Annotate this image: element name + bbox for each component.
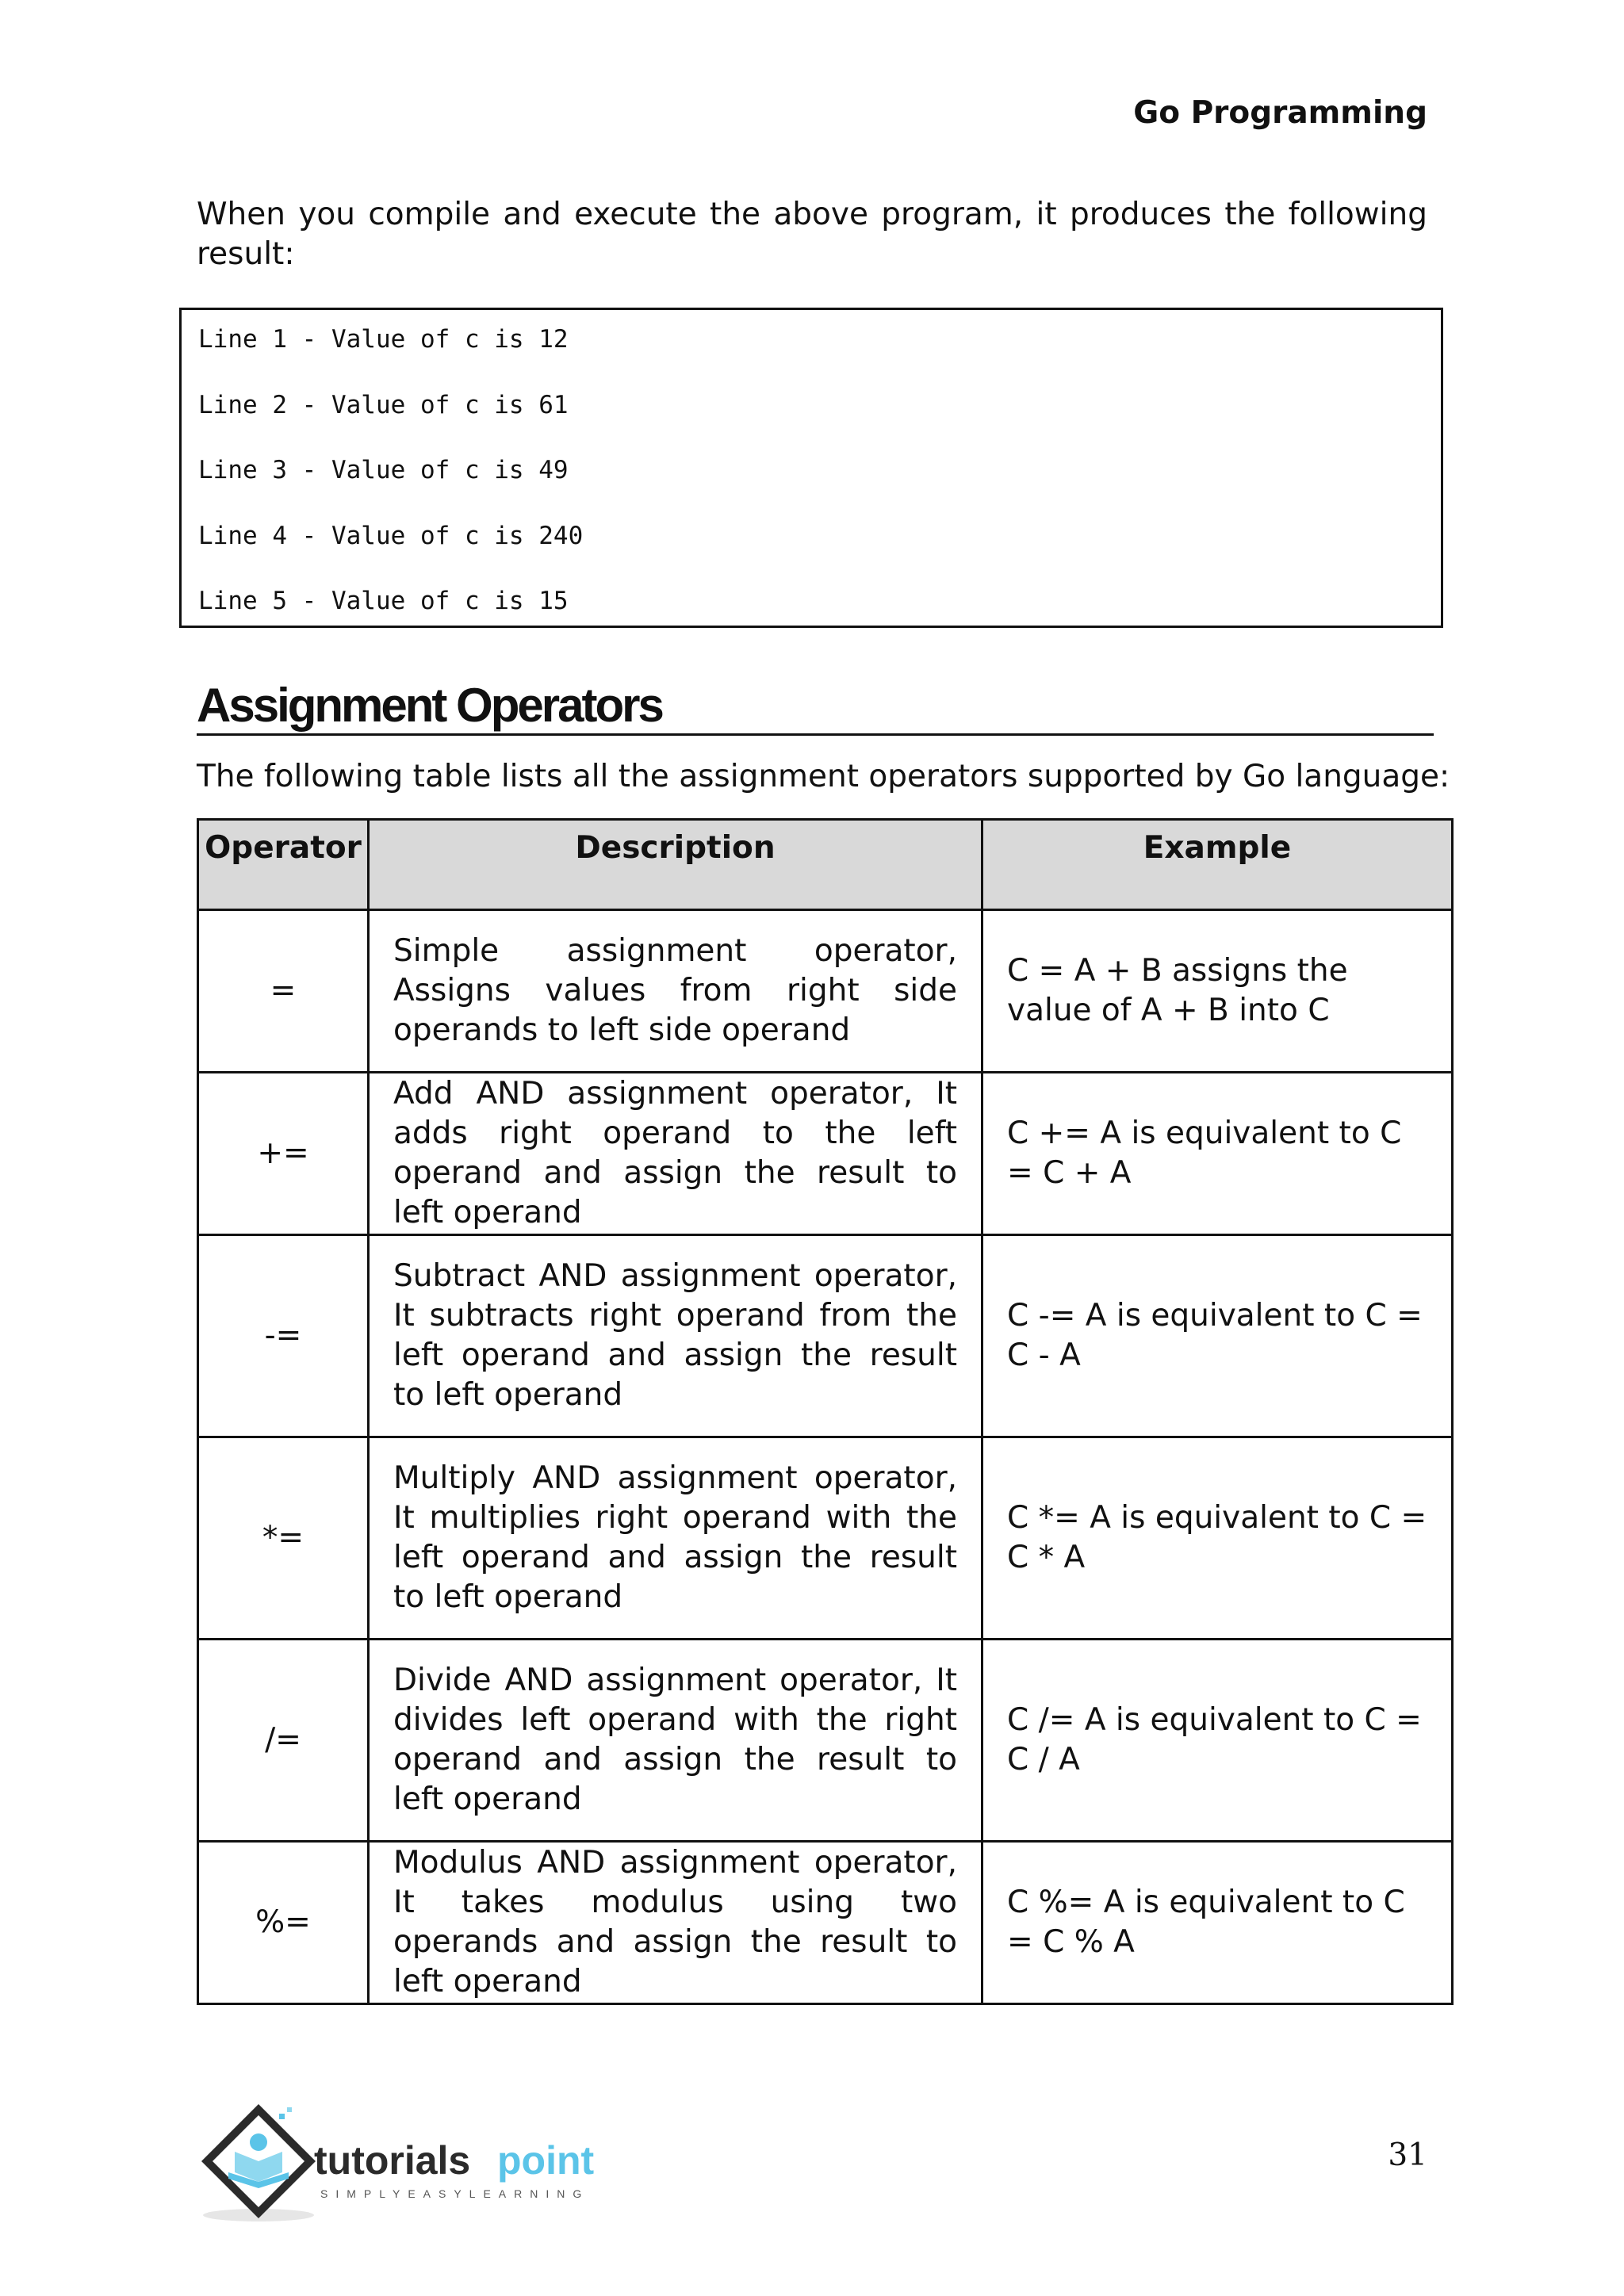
logo-text-point: point (497, 2138, 595, 2183)
description-cell: Multiply AND assignment operator, It multiplies right operand with the left operand and assign the result to left operand (369, 1437, 982, 1640)
description-cell: Modulus AND assignment operator, It takes modulus using two operands and assign the result to left operand (369, 1842, 982, 2004)
column-header-description: Description (369, 820, 982, 910)
description-cell: Divide AND assignment operator, It divides left operand with the right operand and assign the result to left operand (369, 1640, 982, 1842)
table-row (198, 1437, 1453, 1640)
logo-dot (279, 2114, 285, 2119)
output-line: Line 3 - Value of c is 49 (198, 456, 569, 484)
table-row (198, 1842, 1453, 2004)
person-icon (250, 2133, 267, 2151)
logo-tagline: SIMPLYEASYLEARNING (320, 2187, 590, 2200)
output-line: Line 4 - Value of c is 240 (198, 521, 584, 550)
assignment-operators-table (197, 818, 1454, 2005)
page-number: 31 (1388, 2137, 1427, 2173)
example-cell: C %= A is equivalent to C = C % A (982, 1842, 1453, 2004)
operator-cell: %= (198, 1842, 369, 2004)
operator-cell: /= (198, 1640, 369, 1842)
description-cell: Simple assignment operator, Assigns values from right side operands to left side operand (369, 910, 982, 1073)
table-row (198, 1640, 1453, 1842)
example-cell: C -= A is equivalent to C = C - A (982, 1235, 1453, 1437)
operator-cell: *= (198, 1437, 369, 1640)
example-cell: C += A is equivalent to C = C + A (982, 1073, 1453, 1235)
column-header-operator: Operator (198, 820, 369, 910)
output-line: Line 2 - Value of c is 61 (198, 390, 569, 419)
section-lead-text: The following table lists all the assignment operators supported by Go language: (197, 759, 1450, 794)
table-row (198, 1073, 1453, 1235)
program-output-box (179, 308, 1443, 628)
description-cell: Subtract AND assignment operator, It subtracts right operand from the left operand and assign the result to left operand (369, 1235, 982, 1437)
operator-cell: -= (198, 1235, 369, 1437)
table-row (198, 910, 1453, 1073)
running-header-title: Go Programming (1133, 95, 1427, 131)
logo-text-tutorials: tutorials (314, 2138, 471, 2183)
column-header-example: Example (982, 820, 1453, 910)
operator-cell: = (198, 910, 369, 1073)
operator-cell: += (198, 1073, 369, 1235)
output-line: Line 5 - Value of c is 15 (198, 587, 569, 615)
logo-dot (287, 2107, 292, 2112)
table-header-row (198, 820, 1453, 910)
example-cell: C /= A is equivalent to C = C / A (982, 1640, 1453, 1842)
description-cell: Add AND assignment operator, It adds right operand to the left operand and assign the result to left operand (369, 1073, 982, 1235)
example-cell: C *= A is equivalent to C = C * A (982, 1437, 1453, 1640)
table-row (198, 1235, 1453, 1437)
tutorialspoint-logo (195, 2096, 639, 2231)
example-cell: C = A + B assigns the value of A + B into C (982, 910, 1453, 1073)
section-heading: Assignment Operators (197, 678, 1434, 736)
output-line: Line 1 - Value of c is 12 (198, 325, 569, 354)
intro-paragraph: When you compile and execute the above program, it produces the following result: (197, 197, 1427, 272)
